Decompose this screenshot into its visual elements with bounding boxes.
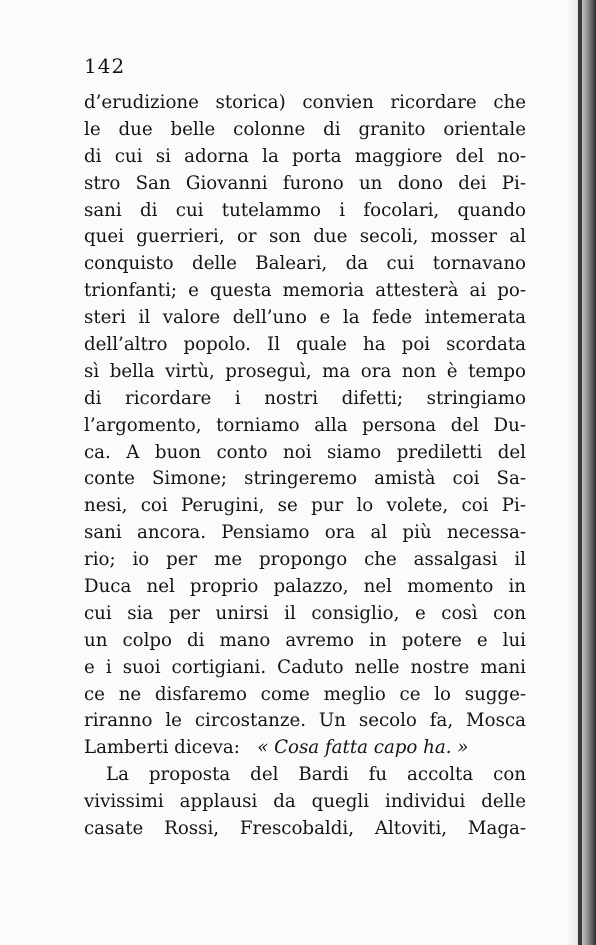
text-line: steri il valore dell’uno e la fede intemerata: [84, 307, 526, 329]
text-line: sani ancora. Pensiamo ora al più necessa-: [84, 522, 526, 544]
text-line: rio; io per me propongo che assalgasi il: [84, 549, 526, 571]
quote-line: [84, 735, 526, 762]
text-line: sani di cui tutelammo i focolari, quando: [84, 199, 526, 221]
text-line: Duca nel proprio palazzo, nel momento in: [84, 576, 526, 598]
text-line: vivissimi applausi da quegli individui delle: [84, 791, 526, 813]
text-line: ce ne disfaremo come meglio ce lo sugge-: [84, 683, 526, 705]
text-line: trionfanti; e questa memoria attesterà ai po-: [84, 280, 526, 302]
text-line: di cui si adorna la porta maggiore del no-: [84, 145, 526, 167]
text-line: conte Simone; stringeremo amistà coi Sa-: [84, 468, 526, 490]
text-line: stro San Giovanni furono un dono dei Pi-: [84, 172, 526, 194]
text-line: ca. A buon conto noi siamo prediletti del: [84, 441, 526, 463]
text-line: l’argomento, torniamo alla persona del Du-: [84, 414, 526, 436]
text-line: casate Rossi, Frescobaldi, Altoviti, Maga-: [84, 818, 526, 840]
quotation: « Cosa fatta capo ha. »: [257, 737, 469, 759]
text-line: conquisto delle Baleari, da cui tornavano: [84, 253, 526, 275]
text-line: riranno le circostanze. Un secolo fa, Mosca: [84, 710, 526, 732]
text-line: di ricordare i nostri difetti; stringiamo: [84, 387, 526, 409]
text-line: e i suoi cortigiani. Caduto nelle nostre mani: [84, 656, 526, 678]
quote-line-prefix: Lamberti diceva:: [84, 737, 240, 759]
text-line: quei guerrieri, or son due secoli, mosser al: [84, 226, 526, 248]
text-line: nesi, coi Perugini, se pur lo volete, coi Pi-: [84, 495, 526, 517]
page-gutter-edge: [578, 0, 582, 945]
text-line: le due belle colonne di granito orientale: [84, 118, 526, 140]
text-line: sì bella virtù, proseguì, ma ora non è tempo: [84, 360, 526, 382]
page-number: 142: [84, 54, 126, 78]
paragraph-first-line: La proposta del Bardi fu accolta con: [106, 764, 526, 786]
text-line: dell’altro popolo. Il quale ha poi scordata: [84, 334, 526, 356]
text-line: d’erudizione storica) convien ricordare che: [84, 92, 526, 113]
text-line: cui sia per unirsi il consiglio, e così con: [84, 602, 526, 624]
body-text: [84, 90, 526, 843]
text-line: un colpo di mano avremo in potere e lui: [84, 629, 526, 651]
